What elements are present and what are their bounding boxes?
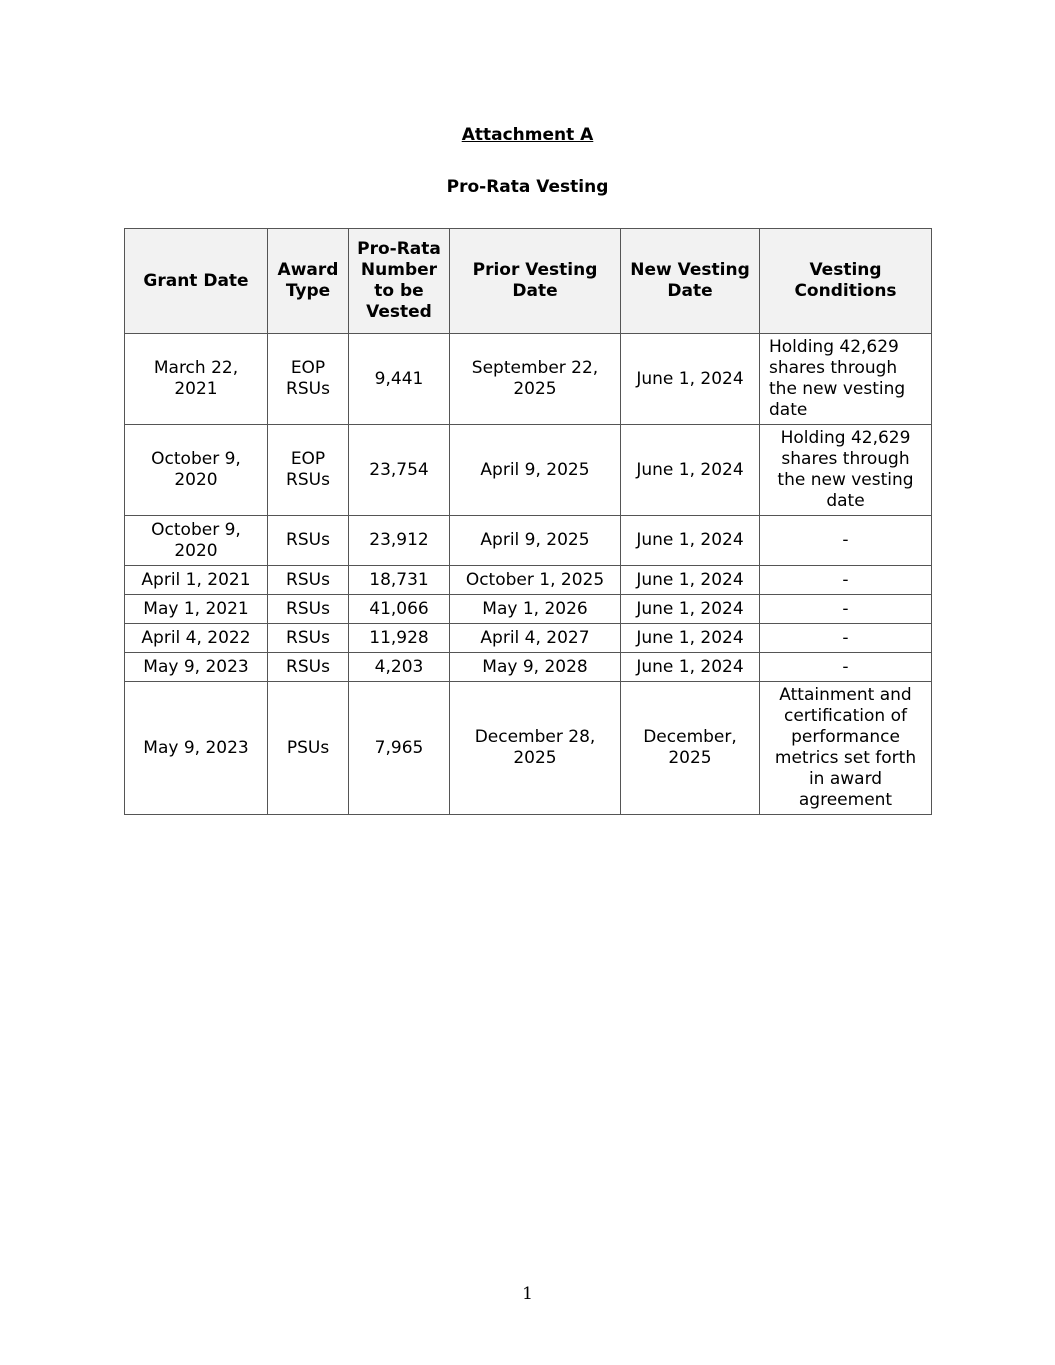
- table-row: [125, 682, 932, 815]
- cell-grant-date: October 9, 2020: [125, 516, 268, 566]
- cell-vesting-conditions: Attainment and certification of performance metrics set forth in award agreement: [760, 682, 932, 815]
- table-row: [125, 334, 932, 425]
- cell-new-vesting-date: June 1, 2024: [621, 334, 760, 425]
- cell-award-type: EOP RSUs: [268, 334, 349, 425]
- cell-award-type: RSUs: [268, 624, 349, 653]
- page-number: 1: [522, 1284, 533, 1304]
- cell-award-type: RSUs: [268, 566, 349, 595]
- table-row: [125, 653, 932, 682]
- header-prior-vesting-date: Prior Vesting Date: [450, 229, 621, 334]
- cell-vesting-conditions: -: [760, 516, 932, 566]
- section-title: Pro-Rata Vesting: [446, 177, 609, 197]
- cell-prior-vesting-date: May 9, 2028: [450, 653, 621, 682]
- vesting-table: [124, 228, 932, 815]
- cell-prior-vesting-date: September 22, 2025: [450, 334, 621, 425]
- cell-vesting-conditions: -: [760, 566, 932, 595]
- cell-prior-vesting-date: December 28, 2025: [450, 682, 621, 815]
- cell-pro-rata-number: 23,912: [349, 516, 450, 566]
- header-pro-rata-number: Pro-Rata Number to be Vested: [349, 229, 450, 334]
- cell-award-type: EOP RSUs: [268, 425, 349, 516]
- cell-award-type: PSUs: [268, 682, 349, 815]
- cell-grant-date: May 9, 2023: [125, 653, 268, 682]
- cell-prior-vesting-date: April 4, 2027: [450, 624, 621, 653]
- cell-vesting-conditions: Holding 42,629 shares through the new vesting date: [760, 334, 932, 425]
- cell-vesting-conditions: Holding 42,629 shares through the new vesting date: [760, 425, 932, 516]
- cell-new-vesting-date: June 1, 2024: [621, 425, 760, 516]
- header-new-vesting-date: New Vesting Date: [621, 229, 760, 334]
- cell-vesting-conditions: -: [760, 653, 932, 682]
- table-row: [125, 516, 932, 566]
- cell-award-type: RSUs: [268, 653, 349, 682]
- cell-award-type: RSUs: [268, 595, 349, 624]
- cell-vesting-conditions: -: [760, 595, 932, 624]
- cell-grant-date: April 4, 2022: [125, 624, 268, 653]
- cell-pro-rata-number: 9,441: [349, 334, 450, 425]
- cell-prior-vesting-date: October 1, 2025: [450, 566, 621, 595]
- cell-new-vesting-date: June 1, 2024: [621, 566, 760, 595]
- header-award-type: Award Type: [268, 229, 349, 334]
- cell-pro-rata-number: 41,066: [349, 595, 450, 624]
- cell-new-vesting-date: June 1, 2024: [621, 595, 760, 624]
- cell-pro-rata-number: 7,965: [349, 682, 450, 815]
- table-row: [125, 624, 932, 653]
- cell-prior-vesting-date: April 9, 2025: [450, 425, 621, 516]
- cell-prior-vesting-date: April 9, 2025: [450, 516, 621, 566]
- table-header-row: [125, 229, 932, 334]
- cell-pro-rata-number: 4,203: [349, 653, 450, 682]
- header-vesting-conditions: Vesting Conditions: [760, 229, 932, 334]
- attachment-title: Attachment A: [461, 125, 594, 145]
- cell-new-vesting-date: December, 2025: [621, 682, 760, 815]
- cell-pro-rata-number: 18,731: [349, 566, 450, 595]
- table-row: [125, 425, 932, 516]
- table-row: [125, 595, 932, 624]
- cell-grant-date: April 1, 2021: [125, 566, 268, 595]
- cell-grant-date: May 1, 2021: [125, 595, 268, 624]
- cell-new-vesting-date: June 1, 2024: [621, 516, 760, 566]
- cell-grant-date: October 9, 2020: [125, 425, 268, 516]
- cell-new-vesting-date: June 1, 2024: [621, 624, 760, 653]
- cell-new-vesting-date: June 1, 2024: [621, 653, 760, 682]
- cell-vesting-conditions: -: [760, 624, 932, 653]
- cell-pro-rata-number: 11,928: [349, 624, 450, 653]
- cell-award-type: RSUs: [268, 516, 349, 566]
- table-row: [125, 566, 932, 595]
- cell-prior-vesting-date: May 1, 2026: [450, 595, 621, 624]
- cell-grant-date: May 9, 2023: [125, 682, 268, 815]
- cell-grant-date: March 22, 2021: [125, 334, 268, 425]
- cell-pro-rata-number: 23,754: [349, 425, 450, 516]
- header-grant-date: Grant Date: [125, 229, 268, 334]
